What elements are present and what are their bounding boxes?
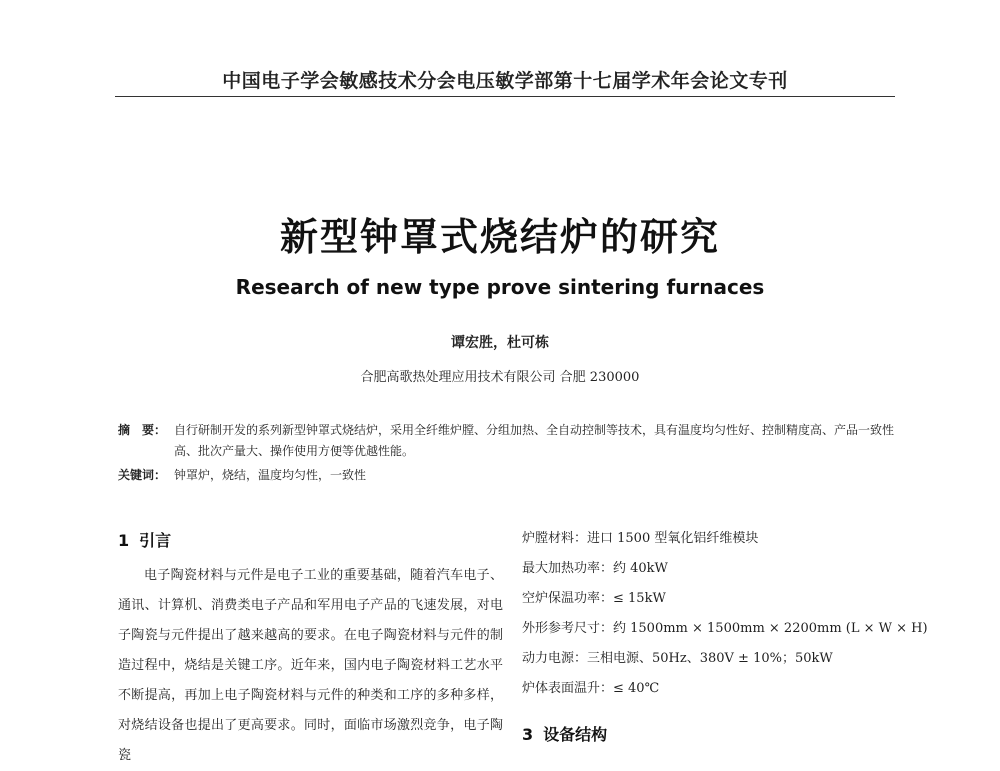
abstract-text: 自行研制开发的系列新型钟罩式烧结炉，采用全纤维炉膛、分组加热、全自动控制等技术，具有温度均匀性好、控制精度高、产品一致性高、批次产量大、操作使用方便等优越性能。 <box>174 423 895 458</box>
section-3-title: 设备结构 <box>543 725 608 744</box>
authors: 谭宏胜，杜可栋 <box>451 335 549 351</box>
section-3-heading <box>522 722 900 745</box>
section-1-paragraph: 电子陶瓷材料与元件是电子工业的重要基础，随着汽车电子、通讯、计算机、消费类电子产品和军用电子产品的飞速发展，对电子陶瓷与元件提出了越来越高的要求。在电子陶瓷材料与元件的制造过程中，烧结是关键工序。近年来，国内电子陶瓷材料工艺水平不断提高，再加上电子陶瓷材料与元件的种类和工序的多种多样，对烧结设备也提出了更高要求。同时，面临市场激烈竞争，电子陶瓷 <box>118 568 503 763</box>
header-divider <box>115 96 895 97</box>
spec-item: 最大加热功率：约 40kW <box>522 561 668 576</box>
right-column <box>522 524 928 755</box>
spec-list <box>522 524 928 704</box>
spec-item: 炉膛材料：进口 1500 型氧化铝纤维模块 <box>522 531 759 546</box>
section-3-number: 3 <box>522 725 534 744</box>
paper-title-en: Research of new type prove sintering furnaces <box>235 275 765 299</box>
affiliation: 合肥高歌热处理应用技术有限公司 合肥 230000 <box>360 370 640 385</box>
spec-item: 空炉保温功率：≤ 15kW <box>522 591 666 606</box>
abstract-label: 摘 要： <box>118 423 167 437</box>
section-1-heading <box>118 528 503 551</box>
section-1-number: 1 <box>118 531 130 550</box>
spec-item: 外形参考尺寸：约 1500mm × 1500mm × 2200mm (L × W × H) <box>522 621 928 636</box>
section-1-title: 引言 <box>139 531 172 550</box>
spec-item: 动力电源：三相电源、50Hz、380V ± 10%；50kW <box>522 651 833 666</box>
abstract-row <box>118 420 898 462</box>
spec-item: 炉体表面温升：≤ 40℃ <box>522 681 660 696</box>
abstract-block <box>118 420 898 486</box>
keywords-label: 关键词： <box>118 468 167 482</box>
journal-header: 中国电子学会敏感技术分会电压敏学部第十七届学术年会论文专刊 <box>222 70 788 92</box>
keywords-text: 钟罩炉，烧结，温度均匀性，一致性 <box>174 468 367 482</box>
left-column <box>118 528 503 771</box>
keywords-row <box>118 465 898 486</box>
paper-title-cn: 新型钟罩式烧结炉的研究 <box>279 215 720 259</box>
